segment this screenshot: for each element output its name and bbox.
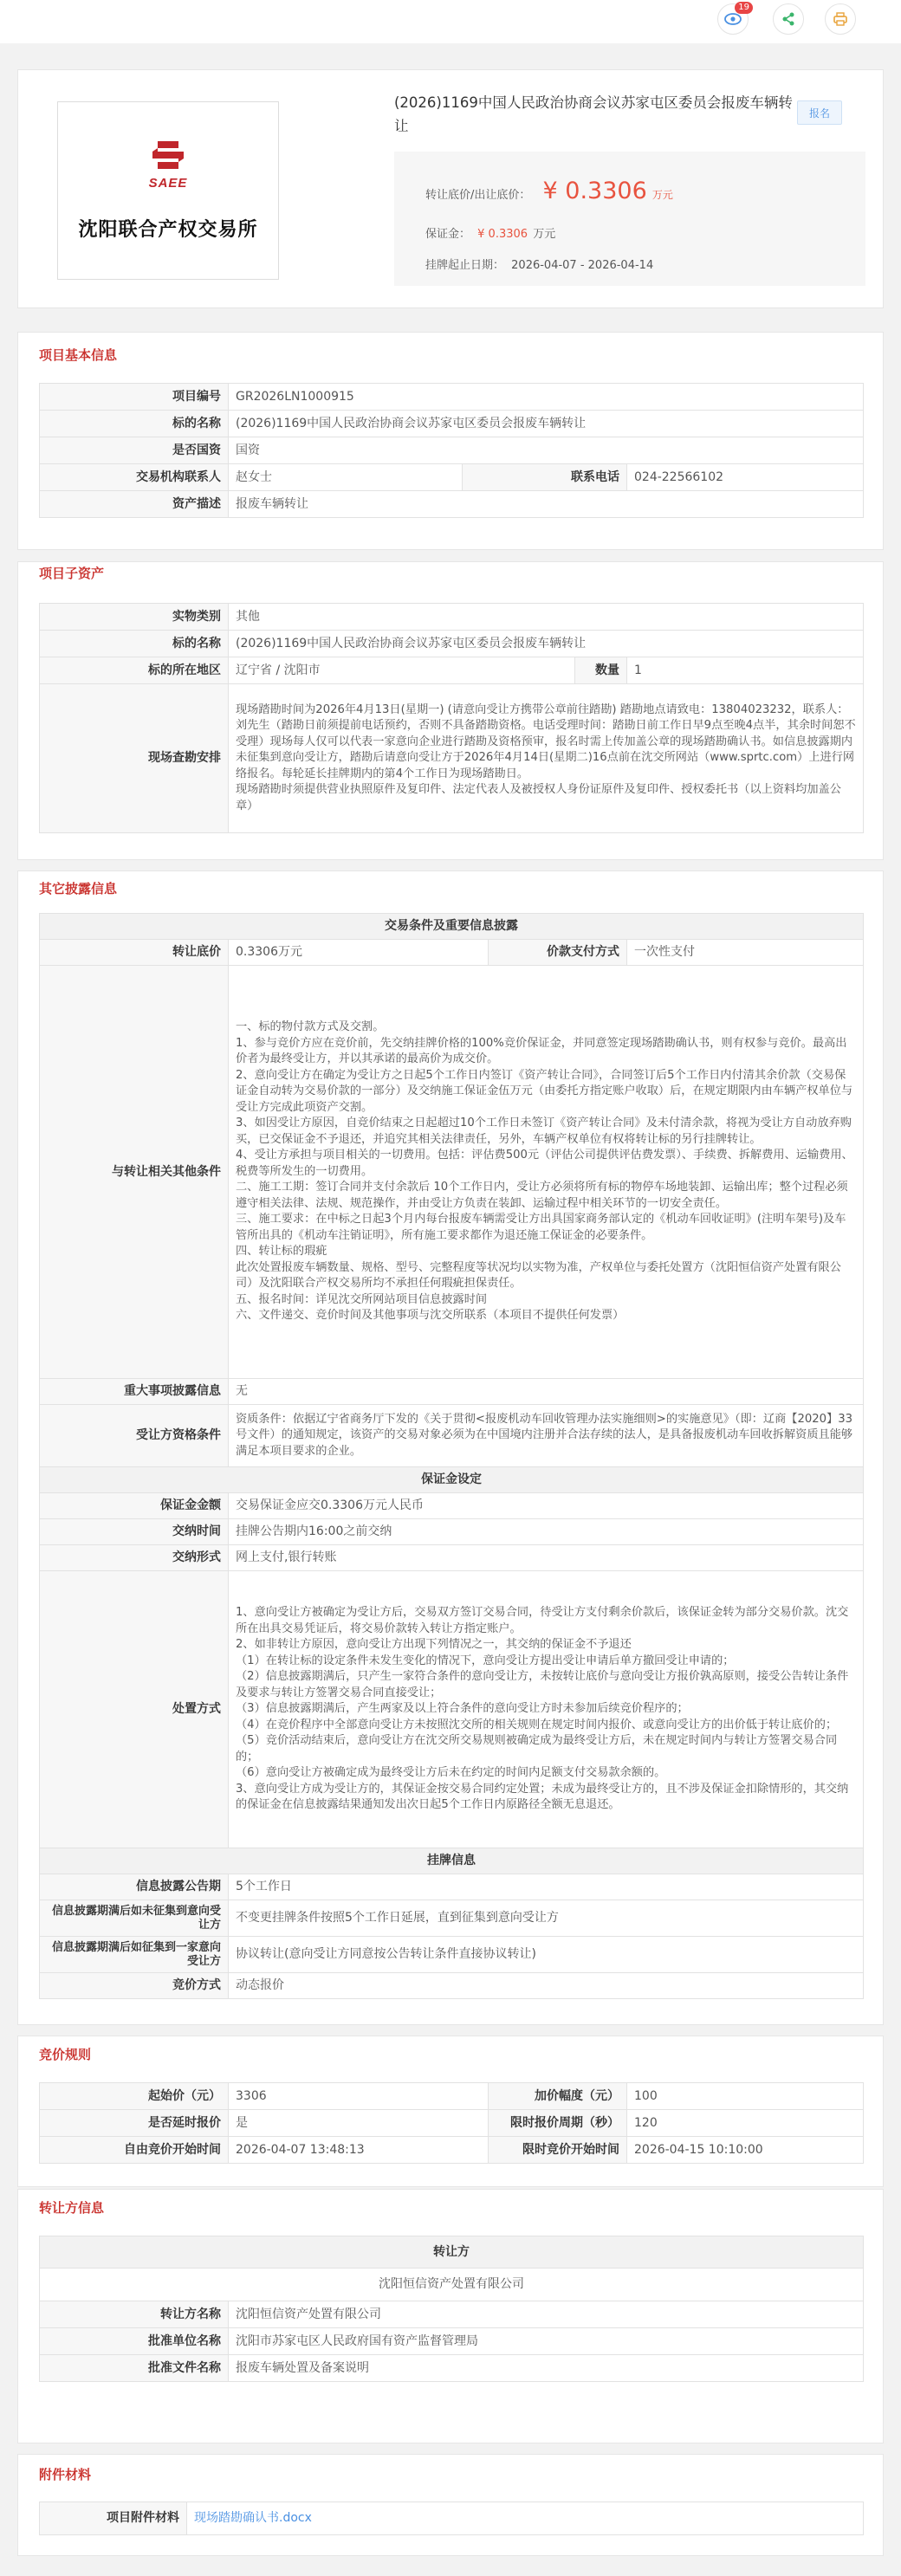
table-row	[40, 604, 864, 631]
base-price-value: 0.3306万元	[229, 940, 489, 966]
row-label: 起始价（元）	[40, 2083, 229, 2110]
bid-cycle-value: 120	[627, 2110, 864, 2137]
exchange-name: 沈阳联合产权交易所	[78, 218, 258, 241]
table-row	[40, 491, 864, 518]
basic-info-table	[39, 383, 864, 518]
table-row	[40, 1405, 864, 1467]
period-value: 2026-04-07 - 2026-04-14	[511, 259, 654, 272]
bidding-mode-value: 动态报价	[229, 1973, 864, 1999]
table-row	[40, 2355, 864, 2382]
table-row	[40, 2328, 864, 2355]
row-label: 是否延时报价	[40, 2110, 229, 2137]
asset-quantity: 1	[627, 657, 864, 684]
row-label: 价款支付方式	[489, 940, 627, 966]
row-label: 批准文件名称	[40, 2355, 229, 2382]
table-row	[40, 2236, 864, 2269]
row-label: 资产描述	[40, 491, 229, 518]
logo-saee-text: SAEE	[148, 176, 188, 191]
disclosure-table	[39, 913, 864, 1999]
price-value: ¥ 0.3306	[542, 178, 647, 204]
row-label: 重大事项披露信息	[40, 1379, 229, 1405]
attachment-cell	[187, 2502, 864, 2535]
attachment-link[interactable]: 现场踏勘确认书.docx	[194, 2511, 312, 2525]
sub-asset-table	[39, 603, 864, 833]
asset-region: 辽宁省 / 沈阳市	[229, 657, 575, 684]
site-inspection-text: 现场踏勘时间为2026年4月13日(星期一) (请意向受让方携带公章前往踏勘) 踏勘地点请致电：13804023232，联系人：刘先生（踏勘日前须提前电话预约，否则不具备踏勘资格。电话受理时间：踏勘日前工作日早9点至晚4点半，其余时间恕不受理）现场每人仅可以代表一家意向企业进行踏勘及资格预审，报名时需上传加盖公章的现场踏勘确认书。如信息披露期内未征集到意向受让方，踏勘后请意向受让方于2026年4月14日(星期二)16点前在沈交所网站（www.sprtc.com）上进行网络报名。每轮延长挂牌期内的第4个工作日为现场踏勘日。 现场踏勘时须提供营业执照原件及复印件、法定代表人及被授权人身份证原件及复印件、授权委托书（以上资料均加盖公章）	[229, 684, 864, 833]
print-button[interactable]	[825, 3, 856, 35]
table-row	[40, 914, 864, 940]
row-label: 联系电话	[463, 464, 627, 491]
table-row	[40, 1519, 864, 1545]
price-row	[425, 178, 673, 204]
row-label: 保证金金额	[40, 1493, 229, 1519]
transferor-subheader: 沈阳恒信资产处置有限公司	[40, 2269, 864, 2301]
table-row	[40, 1493, 864, 1519]
announcement-period-value: 5个工作日	[229, 1874, 864, 1900]
eye-icon	[724, 13, 742, 25]
table-row	[40, 411, 864, 437]
table-row	[40, 1973, 864, 1999]
free-bid-start-value: 2026-04-07 13:48:13	[229, 2137, 489, 2164]
row-label: 实物类别	[40, 604, 229, 631]
row-label: 标的名称	[40, 631, 229, 657]
table-row	[40, 1848, 864, 1874]
subsection-header: 转让方	[40, 2236, 864, 2269]
table-row	[40, 1467, 864, 1493]
row-label: 是否国资	[40, 437, 229, 464]
table-row	[40, 2269, 864, 2301]
table-row	[40, 684, 864, 833]
deposit-value: ¥ 0.3306	[477, 228, 528, 241]
deposit-unit: 万元	[533, 228, 556, 241]
table-row	[40, 1545, 864, 1571]
disclosure-section	[17, 871, 884, 2025]
table-row	[40, 966, 864, 1379]
deposit-disposal-text: 1、意向受让方被确定为受让方后，交易双方签订交易合同，待受让方支付剩余价款后，该保证金转为部分交易价款。沈交所在出具交易凭证后，将交易价款转入转让方指定账户。 2、如非转让方原因，意向受让方出现下列情况之一，其交纳的保证金不予退还 （1）在转让标的设定条件未发生变化的情况下，意向受让方提出受让申请后单方撤回受让申请的； （2）信息披露期满后，只产生一家符合条件的意向受让方，未按转让底价与意向受让方报价孰高原则，接受公告转让条件及要求与转让方签署交易合同直接受让； （3）信息披露期满后，产生两家及以上符合条件的意向受让方时未参加后续竞价程序的； （4）在竞价程序中全部意向受让方未按照沈交所的相关规则在规定时间内报价、或意向受让方的出价低于转让底价的； （5）竞价活动结束后，意向受让方在沈交所交易规则被确定成为最终受让方后，未在规定时间内与转让方签署交易合同的； （6）意向受让方被确定成为最终受让方后未在约定的时间内足额支付交易款余额的。 3、意向受让方成为受让方的，其保证金按交易合同约定处置；未成为最终受让方的，且不涉及保证金扣除情形的，其交纳的保证金在信息披露结果通知发出次日起5个工作日内原路径全额无息退还。	[229, 1571, 864, 1848]
section-title: 转让方信息	[39, 2200, 105, 2216]
row-label: 转让底价	[40, 940, 229, 966]
period-label: 挂牌起止日期：	[425, 259, 505, 272]
table-row	[40, 2137, 864, 2164]
bidding-rules-table	[39, 2082, 864, 2164]
major-items-value: 无	[229, 1379, 864, 1405]
row-label: 信息披露公告期	[40, 1874, 229, 1900]
share-icon	[781, 11, 796, 27]
section-title: 项目子资产	[39, 566, 105, 581]
basic-info-section	[17, 332, 884, 550]
row-label: 自由竞价开始时间	[40, 2137, 229, 2164]
table-row	[40, 1937, 864, 1973]
delay-bid-value: 是	[229, 2110, 489, 2137]
attachments-table	[39, 2502, 864, 2535]
section-title: 竞价规则	[39, 2047, 92, 2062]
start-price-value: 3306	[229, 2083, 489, 2110]
single-bidder-rule-value: 协议转让(意向受让方同意按公告转让条件直接协议转让)	[229, 1937, 864, 1973]
saee-logo-icon	[147, 139, 189, 174]
table-row	[40, 464, 864, 491]
subsection-header: 挂牌信息	[40, 1848, 864, 1874]
attachments-section	[17, 2454, 884, 2556]
row-label: 现场查勘安排	[40, 684, 229, 833]
other-conditions-text: 一、标的物付款方式及交割。 1、参与竞价方应在竞价前，先交纳挂牌价格的100%竞价保证金，并同意签定现场踏勘确认书，则有权参与竞价。最高出价者为最终受让方，并以其承诺的最高价为成交价。 2、意向受让方在确定为受让方之日起5个工作日内签订《资产转让合同》，合同签订后5个工作日内付清其余价款（交易保证金自动转为交易价款的一部分）及交纳施工保证金伍万元（由委托方指定账户收取）后，在规定期限内由车辆产权单位与受让方完成此项资产交割。 3、如因受让方原因，自竞价结束之日起超过10个工作日未签订《资产转让合同》及未付清余款，将视为受让方自动放弃购买，已交保证金不予退还，并追究其相关法律责任，另外，车辆产权单位有权将转让标的另行挂牌转让。 4、受让方承担与项目相关的一切费用。包括：评估费500元（评估公司提供评估费发票）、手续费、拆解费用、运输费用、税费等所发生的一切费用。 二、施工工期：签订合同并支付余款后 10个工作日内，受让方必须将所有标的物停车场地装卸、运输出库；整个过程必须遵守相关法律、法规、规范操作，并由受让方负责在装卸、运输过程中相关环节的一切安全责任。 三、施工要求：在中标之日起3个月内每台报废车辆需受让方出具国家商务部认定的《机动车回收证明》(注明车架号)及车管所出具的《机动车注销证明》，所有施工要求都作为退还施工保证金的必要条件。 四、转让标的瑕疵 此次处置报废车辆数量、规格、型号、完整程度等状况均以实物为准，产权单位与委托处置方（沈阳恒信资产处置有限公司）及沈阳联合产权交易所均不承担任何瑕疵担保责任。 五、报名时间：详见沈交所网站项目信息披露时间 六、文件递交、竞价时间及其他事项与沈交所联系（本项目不提供任何发票）	[229, 966, 864, 1379]
table-row	[40, 1571, 864, 1848]
limited-bid-start-value: 2026-04-15 10:10:00	[627, 2137, 864, 2164]
approval-doc-value: 报废车辆处置及备案说明	[229, 2355, 864, 2382]
section-title: 其它披露信息	[39, 881, 118, 896]
share-button[interactable]	[773, 3, 804, 35]
exchange-logo	[57, 101, 279, 280]
transferor-table	[39, 2236, 864, 2382]
table-row	[40, 384, 864, 411]
row-label: 项目编号	[40, 384, 229, 411]
state-owned-value: 国资	[229, 437, 864, 464]
no-bidder-rule-value: 不变更挂牌条件按照5个工作日延展，直到征集到意向受让方	[229, 1900, 864, 1937]
table-row	[40, 437, 864, 464]
row-label: 加价幅度（元）	[489, 2083, 627, 2110]
table-row	[40, 2301, 864, 2328]
qualification-text: 资质条件：依据辽宁省商务厅下发的《关于贯彻<报废机动车回收管理办法实施细则>的实施意见》（即：辽商【2020】33号文件）的通知规定，该资产的交易对象必须为在中国境内注册并合法存续的法人，是具备报废机动车回收拆解资质且能够满足本项目要求的企业。	[229, 1405, 864, 1467]
asset-category: 其他	[229, 604, 864, 631]
deposit-label: 保证金：	[425, 228, 471, 241]
view-count-button[interactable]	[717, 3, 749, 35]
table-row	[40, 631, 864, 657]
project-number: GR2026LN1000915	[229, 384, 864, 411]
payment-method-value: 一次性支付	[627, 940, 864, 966]
project-header-card	[17, 69, 884, 308]
contact-person: 赵女士	[229, 464, 463, 491]
deposit-form-value: 网上支付,银行转账	[229, 1545, 864, 1571]
table-row	[40, 2502, 864, 2535]
table-row	[40, 2110, 864, 2137]
table-row	[40, 1874, 864, 1900]
asset-name: (2026)1169中国人民政治协商会议苏家屯区委员会报废车辆转让	[229, 631, 864, 657]
deposit-time-value: 挂牌公告期内16:00之前交纳	[229, 1519, 864, 1545]
table-row	[40, 2083, 864, 2110]
asset-description: 报废车辆转让	[229, 491, 864, 518]
register-button[interactable]: 报名	[797, 100, 842, 125]
row-label: 交纳时间	[40, 1519, 229, 1545]
row-label: 处置方式	[40, 1571, 229, 1848]
table-row	[40, 940, 864, 966]
row-label: 标的名称	[40, 411, 229, 437]
row-label: 限时竞价开始时间	[489, 2137, 627, 2164]
subsection-header: 交易条件及重要信息披露	[40, 914, 864, 940]
transferor-name-value: 沈阳恒信资产处置有限公司	[229, 2301, 864, 2328]
price-panel	[394, 152, 865, 286]
sub-asset-section	[17, 561, 884, 860]
row-label: 交易机构联系人	[40, 464, 229, 491]
row-label: 与转让相关其他条件	[40, 966, 229, 1379]
row-label: 项目附件材料	[40, 2502, 187, 2535]
approval-unit-value: 沈阳市苏家屯区人民政府国有资产监督管理局	[229, 2328, 864, 2355]
period-row	[425, 256, 653, 272]
deposit-row	[425, 224, 555, 241]
row-label: 数量	[575, 657, 627, 684]
table-row	[40, 657, 864, 684]
price-label: 转让底价/出让底价：	[425, 189, 531, 202]
deposit-amount-value: 交易保证金应交0.3306万元人民币	[229, 1493, 864, 1519]
row-label: 转让方名称	[40, 2301, 229, 2328]
printer-icon	[833, 11, 848, 27]
table-row	[40, 1900, 864, 1937]
row-label: 受让方资格条件	[40, 1405, 229, 1467]
project-title: (2026)1169中国人民政治协商会议苏家屯区委员会报废车辆转让	[394, 94, 793, 134]
section-title: 项目基本信息	[39, 347, 118, 363]
contact-phone: 024-22566102	[627, 464, 864, 491]
row-label: 信息披露期满后如未征集到意向受让方	[40, 1900, 229, 1937]
row-label: 信息披露期满后如征集到一家意向受让方	[40, 1937, 229, 1973]
price-unit: 万元	[651, 189, 673, 201]
section-title: 附件材料	[39, 2467, 92, 2482]
row-label: 竞价方式	[40, 1973, 229, 1999]
row-label: 批准单位名称	[40, 2328, 229, 2355]
target-name: (2026)1169中国人民政治协商会议苏家屯区委员会报废车辆转让	[229, 411, 864, 437]
table-row	[40, 1379, 864, 1405]
top-toolbar	[0, 0, 901, 43]
increment-value: 100	[627, 2083, 864, 2110]
subsection-header: 保证金设定	[40, 1467, 864, 1493]
row-label: 标的所在地区	[40, 657, 229, 684]
row-label: 限时报价周期（秒）	[489, 2110, 627, 2137]
bidding-rules-section	[17, 2036, 884, 2187]
view-count-badge: 19	[735, 2, 753, 14]
transferor-section	[17, 2189, 884, 2443]
row-label: 交纳形式	[40, 1545, 229, 1571]
